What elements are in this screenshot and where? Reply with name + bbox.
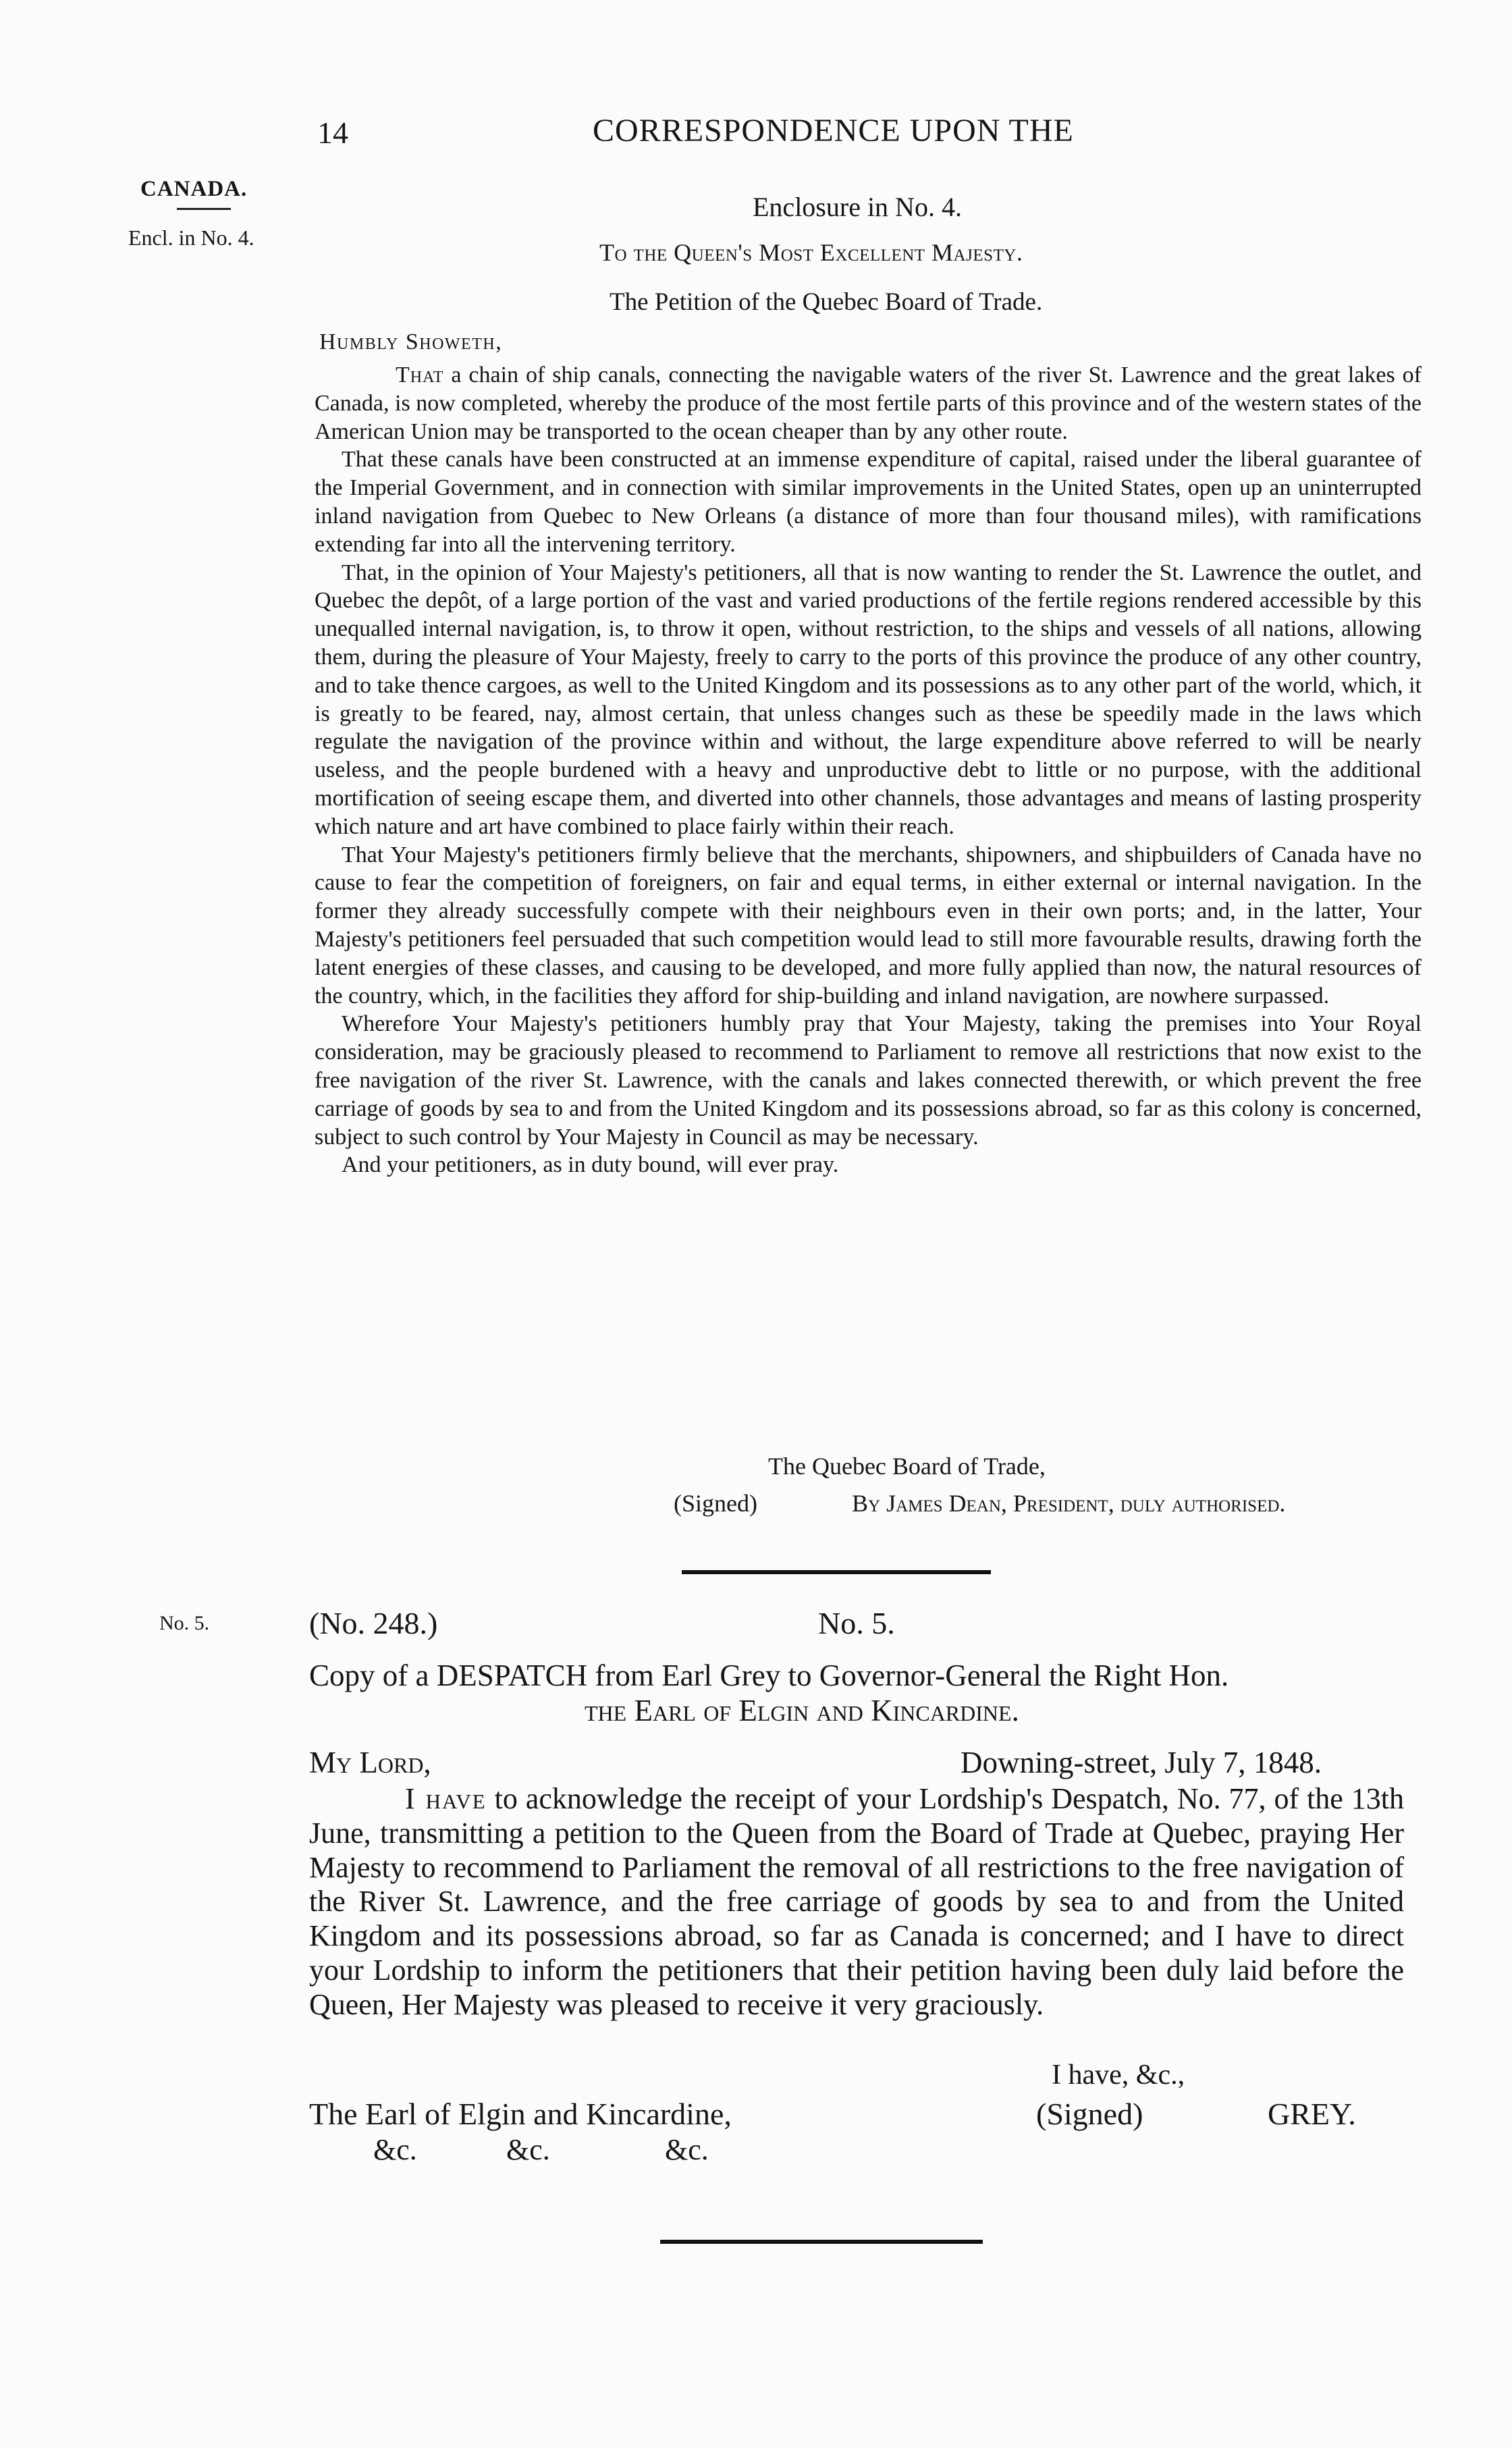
paragraph-text: to acknowledge the receipt of your Lordship's Despatch, No. 77, of the 13th June, transmitting a petition to the Queen from the Board of Trade at Quebec, praying Her Majesty to recommend to Parliament the removal of all restrictions to the free navigation of the River St. Lawrence, and the free carriage of goods by sea to and from the United Kingdom and its possessions abroad, so far as Canada is concerned; and I have to direct your Lordship to inform the petitioners that their petition having been duly laid before the Queen, Her Majesty was pleased to receive it very graciously. xyxy=(309,1782,1404,2021)
running-title: CORRESPONDENCE UPON THE xyxy=(593,113,1074,149)
etc-2: &c. xyxy=(506,2133,550,2166)
paragraph-text: a chain of ship canals, connecting the navigable waters of the river St. Lawrence and the great lakes of Canada, is now completed, whereby the produce of the most fertile parts of this province and of the western states of the American Union may be transported to the ocean cheaper than by any other route. xyxy=(315,362,1422,444)
paragraph-lead-word: I have xyxy=(405,1782,487,1815)
margin-rule xyxy=(177,208,231,210)
complimentary-close: I have, &c., xyxy=(1052,2060,1185,2091)
petition-title: The Petition of the Quebec Board of Trade. xyxy=(610,288,1043,316)
despatch-title-line-2: the Earl of Elgin and Kincardine. xyxy=(585,1694,1019,1727)
petition-salutation: Humbly Showeth, xyxy=(319,329,503,354)
end-divider xyxy=(660,2240,983,2244)
margin-note-enclosure: Encl. in No. 4. xyxy=(128,225,254,250)
petition-paragraph: And your petitioners, as in duty bound, will ever pray. xyxy=(342,1152,839,1178)
despatch-reference: (No. 248.) xyxy=(309,1606,438,1640)
petition-paragraph xyxy=(315,361,1422,446)
despatch-dateline: Downing-street, July 7, 1848. xyxy=(961,1746,1322,1779)
paragraph-lead-word: That xyxy=(396,362,444,387)
despatch-body xyxy=(309,1782,1404,2022)
despatch-number: No. 5. xyxy=(818,1606,895,1640)
petition-addressee: To the Queen's Most Excellent Majesty. xyxy=(599,239,1023,266)
despatch-paragraph xyxy=(309,1782,1404,2022)
petition-paragraph: That Your Majesty's petitioners firmly believe that the merchants, shipowners, and shipbuilders of Canada have no cause to fear the competition of foreigners, on fair and equal terms, in either external or internal navigation. In the former they already successfully compete with their neighbours even in their own ports; and, in the latter, Your Majesty's petitioners feel persuaded that such competition would lead to still more favourable results, drawing forth the latent energies of these classes, and causing to be developed, and more fully applied than now, the natural resources of the country, which, in the facilities they afford for ship-building and inland navigation, are nowhere surpassed. xyxy=(315,842,1422,1009)
petition-body xyxy=(315,361,1422,1179)
petition-signatory: By James Dean, President, duly authorised. xyxy=(852,1490,1286,1517)
etc-3: &c. xyxy=(665,2133,709,2166)
despatch-addressee: The Earl of Elgin and Kincardine, xyxy=(309,2097,732,2131)
enclosure-heading: Enclosure in No. 4. xyxy=(753,192,962,222)
etc-1: &c. xyxy=(373,2133,417,2166)
margin-note-canada: CANADA. xyxy=(140,177,248,201)
margin-note-no5: No. 5. xyxy=(159,1612,210,1634)
petition-paragraph: That, in the opinion of Your Majesty's petitioners, all that is now wanting to render the St. Lawrence the outlet, and Quebec the depôt, of a large portion of the vast and varied productions of the fertile regions rendered accessible by this unequalled internal navigation, is, to throw it open, without restriction, to the ships and vessels of all nations, allowing them, during the pleasure of Your Majesty, freely to carry to the ports of this province the produce of any other country, and to take thence cargoes, as well to the United Kingdom and its possessions as to any other part of the world, which, it is greatly to be feared, nay, almost certain, that unless changes such as these be speedily made in the laws which regulate the navigation of the province within and without, the large expenditure above referred to will be nearly useless, and the people burdened with a heavy and unproductive debt to little or no purpose, with the additional mortification of seeing escape them, and diverted into other channels, those advantages and means of lasting prosperity which nature and art have combined to place fairly within their reach. xyxy=(315,560,1422,839)
petition-paragraph: That these canals have been constructed at an immense expenditure of capital, raised under the liberal guarantee of the Imperial Government, and in connection with similar improvements in the United States, open up an uninterrupted inland navigation from Quebec to New Orleans (a distance of more than four thousand miles), with ramifications extending far into all the intervening territory. xyxy=(315,447,1422,557)
section-divider xyxy=(682,1570,991,1574)
petition-closing-body: The Quebec Board of Trade, xyxy=(768,1453,1046,1480)
page-number: 14 xyxy=(317,115,348,150)
despatch-salutation: My Lord, xyxy=(309,1746,431,1779)
petition-signed: (Signed) xyxy=(674,1490,757,1517)
despatch-signed: (Signed) xyxy=(1036,2097,1143,2131)
petition-paragraph: Wherefore Your Majesty's petitioners humbly pray that Your Majesty, taking the premises into Your Royal consideration, may be graciously pleased to recommend to Parliament to remove all restrictions that now exist to the free navigation of the river St. Lawrence, with the canals and lakes connected therewith, or which prevent the free carriage of goods by sea to and from the United Kingdom and its possessions abroad, so far as this colony is concerned, subject to such control by Your Majesty in Council as may be necessary. xyxy=(315,1011,1422,1150)
despatch-signature: GREY. xyxy=(1268,2097,1356,2131)
despatch-title-line-1: Copy of a DESPATCH from Earl Grey to Governor-General the Right Hon. xyxy=(309,1659,1229,1692)
